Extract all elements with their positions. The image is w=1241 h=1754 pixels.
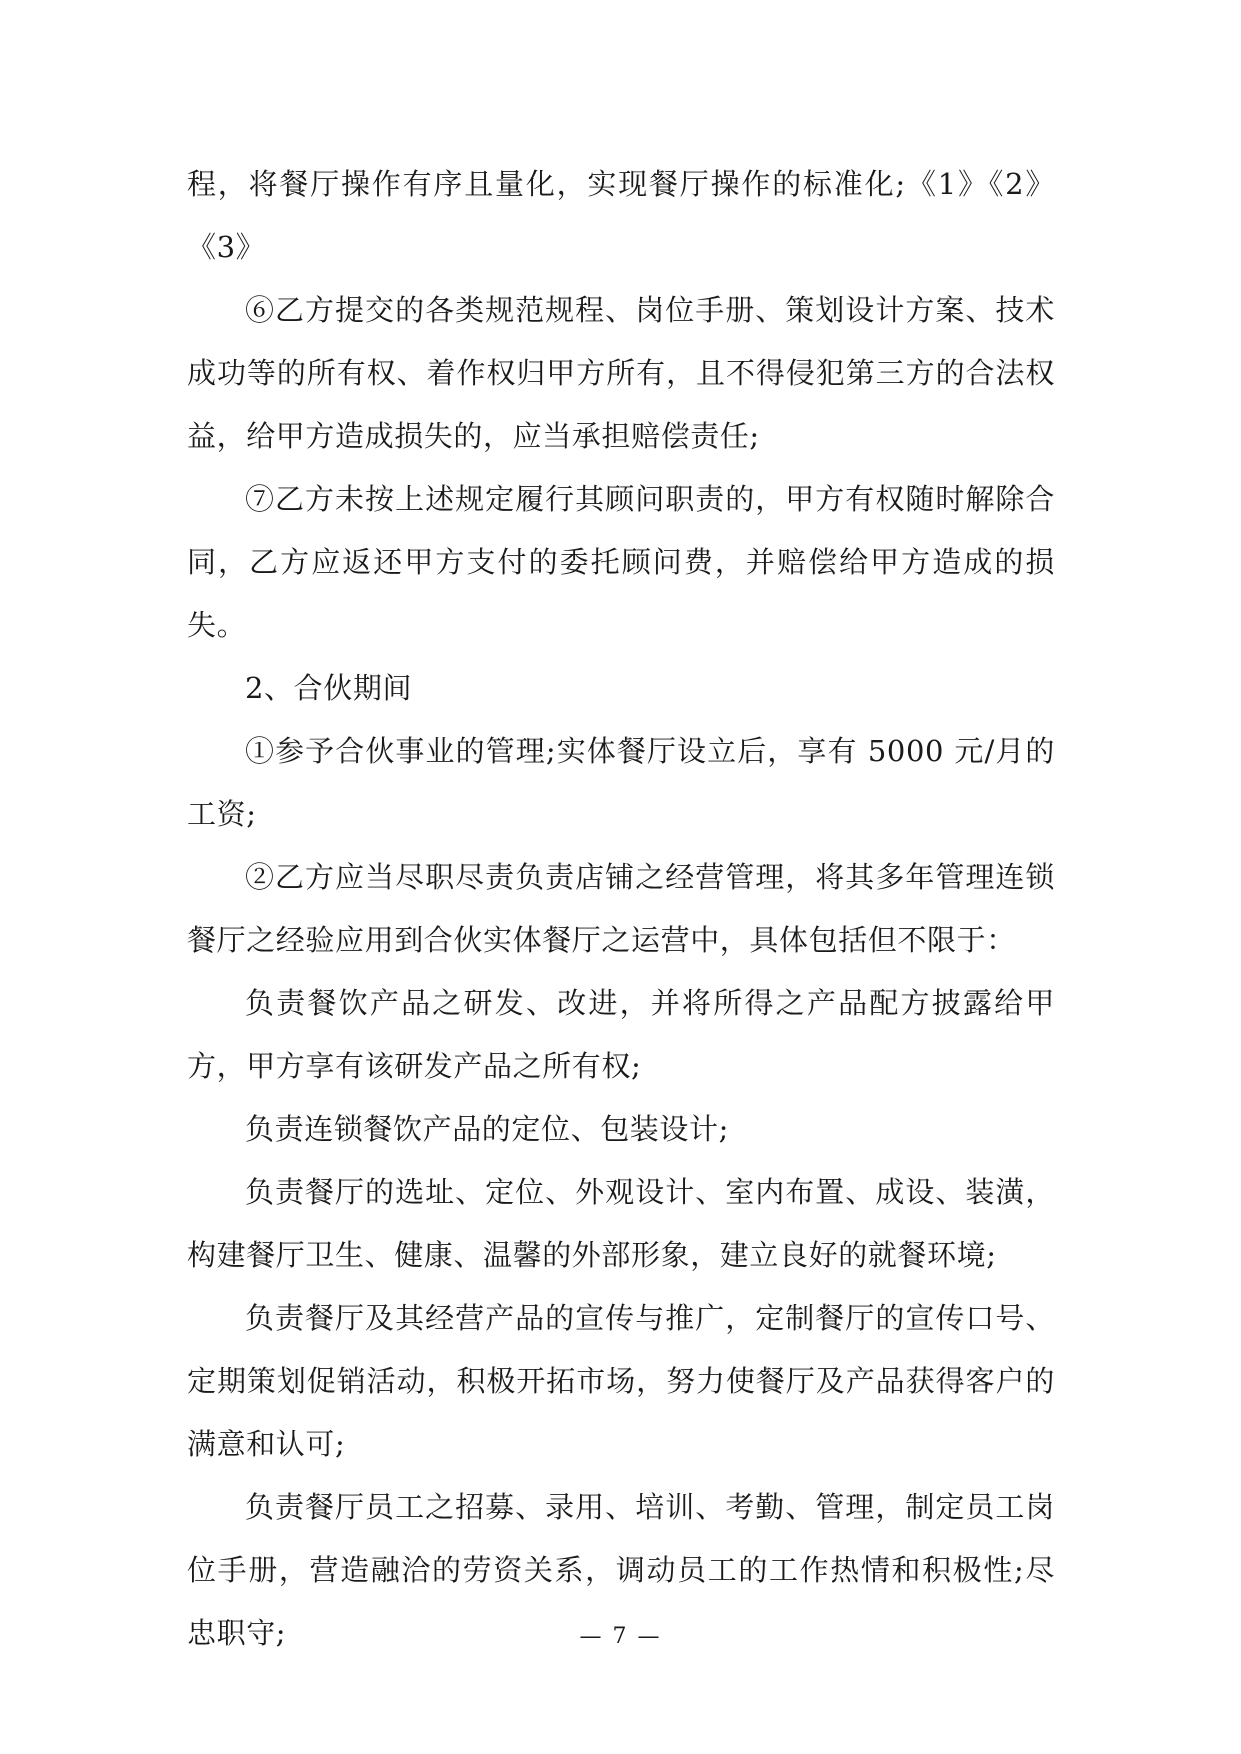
- paragraph-item-6: ⑥乙方提交的各类规范规程、岗位手册、策划设计方案、技术成功等的所有权、着作权归甲方所有，且不得侵犯第三方的合法权益，给甲方造成损失的，应当承担赔偿责任;: [187, 293, 1055, 453]
- paragraph-continuation: 程，将餐厅操作有序且量化，实现餐厅操作的标准化;《1》《2》《3》: [187, 167, 1055, 264]
- paragraph-item-7: ⑦乙方未按上述规定履行其顾问职责的，甲方有权随时解除合同，乙方应返还甲方支付的委托顾问费，并赔偿给甲方造成的损失。: [187, 482, 1055, 642]
- paragraph-duty-promotion: 负责餐厅及其经营产品的宣传与推广，定制餐厅的宣传口号、定期策划促销活动，积极开拓市场，努力使餐厅及产品获得客户的满意和认可;: [187, 1301, 1055, 1461]
- paragraph-duty-staff: 负责餐厅员工之招募、录用、培训、考勤、管理，制定员工岗位手册，营造融洽的劳资关系，调动员工的工作热情和积极性;尽忠职守;: [187, 1490, 1055, 1650]
- paragraph-item-1: ①参予合伙事业的管理;实体餐厅设立后，享有 5000 元/月的工资;: [187, 734, 1055, 831]
- paragraph-duty-packaging: 负责连锁餐饮产品的定位、包装设计;: [245, 1112, 729, 1146]
- document-body: [187, 153, 1055, 1665]
- paragraph-duty-site-design: 负责餐厅的选址、定位、外观设计、室内布置、成设、装潢，构建餐厅卫生、健康、温馨的外部形象，建立良好的就餐环境;: [187, 1175, 1055, 1272]
- paragraph-duty-product-rd: 负责餐饮产品之研发、改进，并将所得之产品配方披露给甲方，甲方享有该研发产品之所有权;: [187, 986, 1055, 1083]
- section-heading-partnership-period: 2、合伙期间: [245, 671, 413, 705]
- page-number: — 7 —: [579, 1624, 662, 1649]
- paragraph-item-2: ②乙方应当尽职尽责负责店铺之经营管理，将其多年管理连锁餐厅之经验应用到合伙实体餐厅之运营中，具体包括但不限于：: [187, 860, 1055, 957]
